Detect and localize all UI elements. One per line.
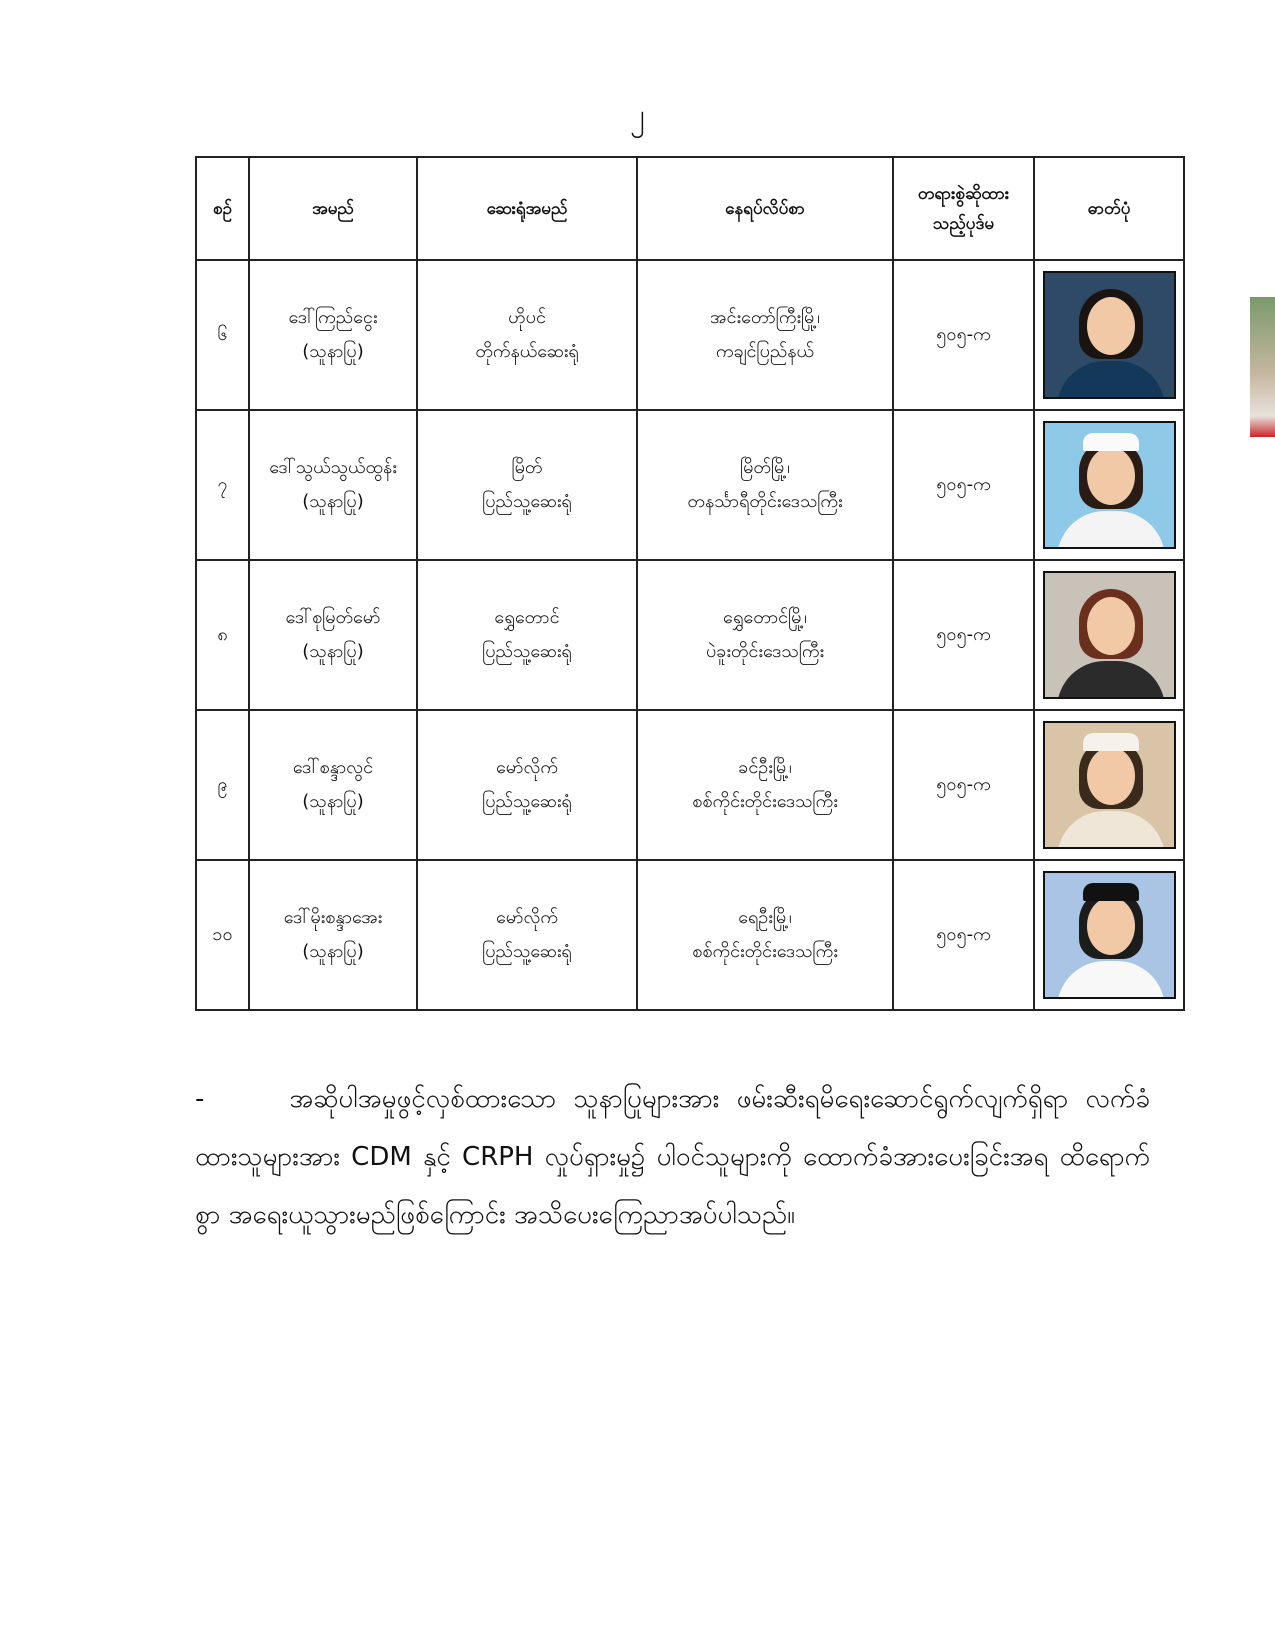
table-row bbox=[196, 260, 1184, 410]
cell-address bbox=[637, 860, 893, 1010]
photo-cap bbox=[1083, 433, 1139, 451]
portrait-photo bbox=[1043, 871, 1176, 999]
cell-photo bbox=[1034, 710, 1184, 860]
name-line: (သူနာပြု) bbox=[302, 491, 364, 512]
address-line: ပဲခူးတိုင်းဒေသကြီး bbox=[705, 641, 825, 662]
table-row bbox=[196, 410, 1184, 560]
address-line: အင်းတော်ကြီးမြို့၊ bbox=[710, 307, 820, 328]
header-photo: ဓာတ်ပုံ bbox=[1034, 157, 1184, 260]
edge-photo-fragment bbox=[1250, 297, 1275, 437]
cell-charged-section bbox=[893, 860, 1034, 1010]
cell-address bbox=[637, 260, 893, 410]
page-number: ၂ bbox=[630, 98, 645, 133]
name-line: ဒေါ်စုမြတ်မော် bbox=[285, 607, 381, 628]
address-line: ရေဦးမြို့၊ bbox=[738, 907, 792, 928]
cell-charged-section bbox=[893, 710, 1034, 860]
hospital-line: မော်လိုက် bbox=[496, 907, 558, 928]
cell-serial-number bbox=[196, 260, 249, 410]
hospital-line: ပြည်သူ့ဆေးရုံ bbox=[482, 641, 572, 662]
charged-section: ၅၀၅-က bbox=[936, 624, 991, 645]
cell-photo bbox=[1034, 560, 1184, 710]
portrait-photo bbox=[1043, 271, 1176, 399]
table-row bbox=[196, 560, 1184, 710]
cell-serial-number bbox=[196, 560, 249, 710]
cell-charged-section bbox=[893, 560, 1034, 710]
portrait-photo bbox=[1043, 721, 1176, 849]
table-row bbox=[196, 710, 1184, 860]
charged-section: ၅၀၅-က bbox=[936, 774, 991, 795]
name-line: (သူနာပြု) bbox=[302, 341, 364, 362]
portrait-photo bbox=[1043, 421, 1176, 549]
serial-number: ၁၀ bbox=[212, 924, 233, 945]
portrait-photo bbox=[1043, 571, 1176, 699]
cell-serial-number bbox=[196, 410, 249, 560]
name-line: ဒေါ်မိုးစန္ဒာအေး bbox=[283, 907, 383, 928]
cell-address bbox=[637, 710, 893, 860]
photo-face bbox=[1087, 297, 1135, 355]
header-serial-number: စဉ် bbox=[196, 157, 249, 260]
list-dash: - bbox=[195, 1084, 205, 1114]
cell-serial-number bbox=[196, 860, 249, 1010]
cell-name bbox=[249, 410, 417, 560]
photo-cap bbox=[1083, 733, 1139, 751]
name-line: (သူနာပြု) bbox=[302, 641, 364, 662]
cell-name bbox=[249, 710, 417, 860]
cell-address bbox=[637, 410, 893, 560]
cell-hospital bbox=[417, 260, 637, 410]
serial-number: ၇ bbox=[217, 474, 228, 495]
charged-section: ၅၀၅-က bbox=[936, 924, 991, 945]
cell-name bbox=[249, 860, 417, 1010]
hospital-line: ပြည်သူ့ဆေးရုံ bbox=[482, 491, 572, 512]
serial-number: ၉ bbox=[217, 774, 228, 795]
name-line: ဒေါ်သွယ်သွယ်ထွန်း bbox=[269, 457, 397, 478]
announcement-text: အဆိုပါအမှုဖွင့်လှစ်ထားသော သူနာပြုများအား ဖမ်းဆီးရမိရေးဆောင်ရွက်လျက်ရှိရာ လက်ခံထားသူများအား CDM နှင့် CRPH လှုပ်ရှားမှု၌ ပါဝင်သူများကို ထောက်ခံအားပေးခြင်းအရ ထိရောက်စွာ အရေးယူသွားမည်ဖြစ်ကြောင်း အသိပေးကြေညာအပ်ပါသည်။ bbox=[195, 1084, 1150, 1230]
header-hospital: ဆေးရုံအမည် bbox=[417, 157, 637, 260]
address-line: တနင်္သာရီတိုင်းဒေသကြီး bbox=[687, 491, 843, 512]
name-line: ဒေါ်စန္ဒာလွင် bbox=[292, 757, 374, 778]
header-name: အမည် bbox=[249, 157, 417, 260]
cell-hospital bbox=[417, 710, 637, 860]
header-charged-section: တရားစွဲဆိုထား သည့်ပုဒ်မ bbox=[893, 157, 1034, 260]
address-line: ခင်ဦးမြို့၊ bbox=[738, 757, 792, 778]
cell-hospital bbox=[417, 860, 637, 1010]
charged-section: ၅၀၅-က bbox=[936, 324, 991, 345]
cell-hospital bbox=[417, 410, 637, 560]
cell-address bbox=[637, 560, 893, 710]
serial-number: ၆ bbox=[217, 324, 228, 345]
announcement-paragraph bbox=[195, 1070, 1150, 1244]
address-line: ရွှေတောင်မြို့၊ bbox=[722, 607, 808, 628]
cell-photo bbox=[1034, 410, 1184, 560]
name-line: ဒေါ်ကြည်ငွေး bbox=[288, 307, 378, 328]
hospital-line: မြိတ် bbox=[511, 457, 543, 478]
cell-hospital bbox=[417, 560, 637, 710]
table-body bbox=[196, 260, 1184, 1010]
photo-face bbox=[1087, 747, 1135, 805]
hospital-line: ဟိုပင် bbox=[508, 307, 546, 328]
name-line: (သူနာပြု) bbox=[302, 791, 364, 812]
cell-charged-section bbox=[893, 260, 1034, 410]
address-line: စစ်ကိုင်းတိုင်းဒေသကြီး bbox=[692, 941, 838, 962]
charged-section: ၅၀၅-က bbox=[936, 474, 991, 495]
hospital-line: တိုက်နယ်ဆေးရုံ bbox=[475, 341, 579, 362]
cell-charged-section bbox=[893, 410, 1034, 560]
cell-name bbox=[249, 260, 417, 410]
table-header-row bbox=[196, 157, 1184, 260]
table-row bbox=[196, 860, 1184, 1010]
cell-photo bbox=[1034, 860, 1184, 1010]
hospital-line: ပြည်သူ့ဆေးရုံ bbox=[482, 941, 572, 962]
hospital-line: မော်လိုက် bbox=[496, 757, 558, 778]
address-line: ကချင်ပြည်နယ် bbox=[715, 341, 815, 362]
name-line: (သူနာပြု) bbox=[302, 941, 364, 962]
address-line: စစ်ကိုင်းတိုင်းဒေသကြီး bbox=[692, 791, 838, 812]
photo-face bbox=[1087, 597, 1135, 655]
address-line: မြိတ်မြို့၊ bbox=[740, 457, 790, 478]
header-address: နေရပ်လိပ်စာ bbox=[637, 157, 893, 260]
hospital-line: ပြည်သူ့ဆေးရုံ bbox=[482, 791, 572, 812]
photo-cap bbox=[1083, 883, 1139, 901]
serial-number: ၈ bbox=[217, 624, 228, 645]
cell-name bbox=[249, 560, 417, 710]
hospital-line: ရွှေတောင် bbox=[494, 607, 560, 628]
wanted-nurses-table bbox=[195, 156, 1185, 1011]
cell-serial-number bbox=[196, 710, 249, 860]
photo-face bbox=[1087, 897, 1135, 955]
cell-photo bbox=[1034, 260, 1184, 410]
photo-face bbox=[1087, 447, 1135, 505]
